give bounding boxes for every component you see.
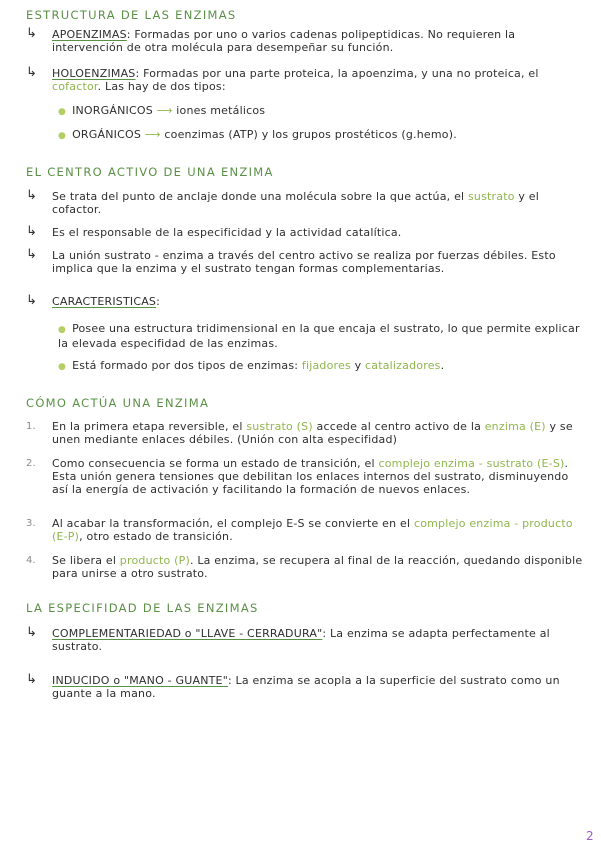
- term-inducido: INDUCIDO o "MANO - GUANTE": [52, 674, 228, 687]
- holoenzimas-paragraph: ↳ HOLOENZIMAS: Formadas por una parte proteica, la apoenzima, y una no proteica, el cofactor. Las hay de dos tipos:: [26, 65, 539, 93]
- complementariedad-paragraph: ↳ COMPLEMENTARIEDAD o "LLAVE - CERRADURA": La enzima se adapta perfectamente al sustrato.: [26, 625, 550, 653]
- step-3: 3. Al acabar la transformación, el complejo E-S se convierte en el complejo enzima - producto (E-P), otro estado de transición.: [26, 517, 573, 543]
- section-title-especificidad: LA ESPECIFIDAD DE LAS ENZIMAS: [26, 601, 259, 615]
- hook-arrow-icon: ↳: [26, 65, 38, 80]
- section-title-como-actua: CÓMO ACTÚA UNA ENZIMA: [26, 396, 210, 410]
- list-item-inorganicos: ● INORGÁNICOS ⟶ iones metálicos: [58, 104, 266, 117]
- apoenzimas-paragraph: ↳ APOENZIMAS: Formadas por uno o varios cadenas polipeptidicas. No requieren la intervención de otra molécula para desempeñar su función.: [26, 26, 516, 54]
- centro-paragraph-1: ↳ Se trata del punto de anclaje donde una molécula sobre la que actúa, el sustrato y el cofactor.: [26, 188, 539, 216]
- bullet-dot-icon: ●: [58, 107, 67, 117]
- bullet-dot-icon: ●: [58, 325, 67, 335]
- term-complementariedad: COMPLEMENTARIEDAD o "LLAVE - CERRADURA": [52, 627, 323, 640]
- term-holoenzimas: HOLOENZIMAS: [52, 67, 136, 80]
- step-4: 4. Se libera el producto (P). La enzima, se recupera al final de la reacción, quedando disponible para unirse a otro sustrato.: [26, 554, 583, 580]
- step-1: 1. En la primera etapa reversible, el sustrato (S) accede al centro activo de la enzima (E) y se unen mediante enlaces débiles. (Unión con alta especifidad): [26, 420, 573, 446]
- hook-arrow-icon: ↳: [26, 293, 38, 308]
- arrow-right-icon: ⟶: [156, 104, 173, 117]
- hook-arrow-icon: ↳: [26, 26, 38, 41]
- section-title-centro-activo: EL CENTRO ACTIVO DE UNA ENZIMA: [26, 165, 274, 179]
- hook-arrow-icon: ↳: [26, 672, 38, 687]
- caracteristicas-heading: ↳ CARACTERISTICAS:: [26, 293, 161, 308]
- arrow-right-icon: ⟶: [144, 128, 161, 141]
- hook-arrow-icon: ↳: [26, 224, 38, 239]
- centro-paragraph-3: ↳ La unión sustrato - enzima a través del centro activo se realiza por fuerzas débiles. Esto implica que la enzima y el sustrato tengan formas complementarias.: [26, 247, 556, 275]
- list-item-organicos: ● ORGÁNICOS ⟶ coenzimas (ATP) y los grupos prostéticos (g.hemo).: [58, 128, 457, 141]
- inducido-paragraph: ↳ INDUCIDO o "MANO - GUANTE": La enzima se acopla a la superficie del sustrato como un guante a la mano.: [26, 672, 560, 700]
- centro-paragraph-2: ↳ Es el responsable de la especificidad y la actividad catalítica.: [26, 224, 402, 239]
- term-apoenzimas: APOENZIMAS: [52, 28, 127, 41]
- bullet-dot-icon: ●: [58, 362, 67, 372]
- section-title-estructura: ESTRUCTURA DE LAS ENZIMAS: [26, 8, 237, 22]
- bullet-dot-icon: ●: [58, 131, 67, 141]
- page-number: 2: [586, 829, 594, 843]
- list-item-estructura-tridimensional: ● Posee una estructura tridimensional en la que encaja el sustrato, lo que permite explicar la elevada especifidad de las enzimas.: [58, 322, 580, 350]
- step-2: 2. Como consecuencia se forma un estado de transición, el complejo enzima - sustrato (E-S). Esta unión genera tensiones que debilitan los enlaces internos del sustrato, disminuyendo así la energía de activación y facilitando la formación de nuevos enlaces.: [26, 457, 569, 496]
- hook-arrow-icon: ↳: [26, 625, 38, 640]
- list-item-tipos-enzimas: ● Está formado por dos tipos de enzimas: fijadores y catalizadores.: [58, 359, 445, 372]
- hook-arrow-icon: ↳: [26, 247, 38, 262]
- hook-arrow-icon: ↳: [26, 188, 38, 203]
